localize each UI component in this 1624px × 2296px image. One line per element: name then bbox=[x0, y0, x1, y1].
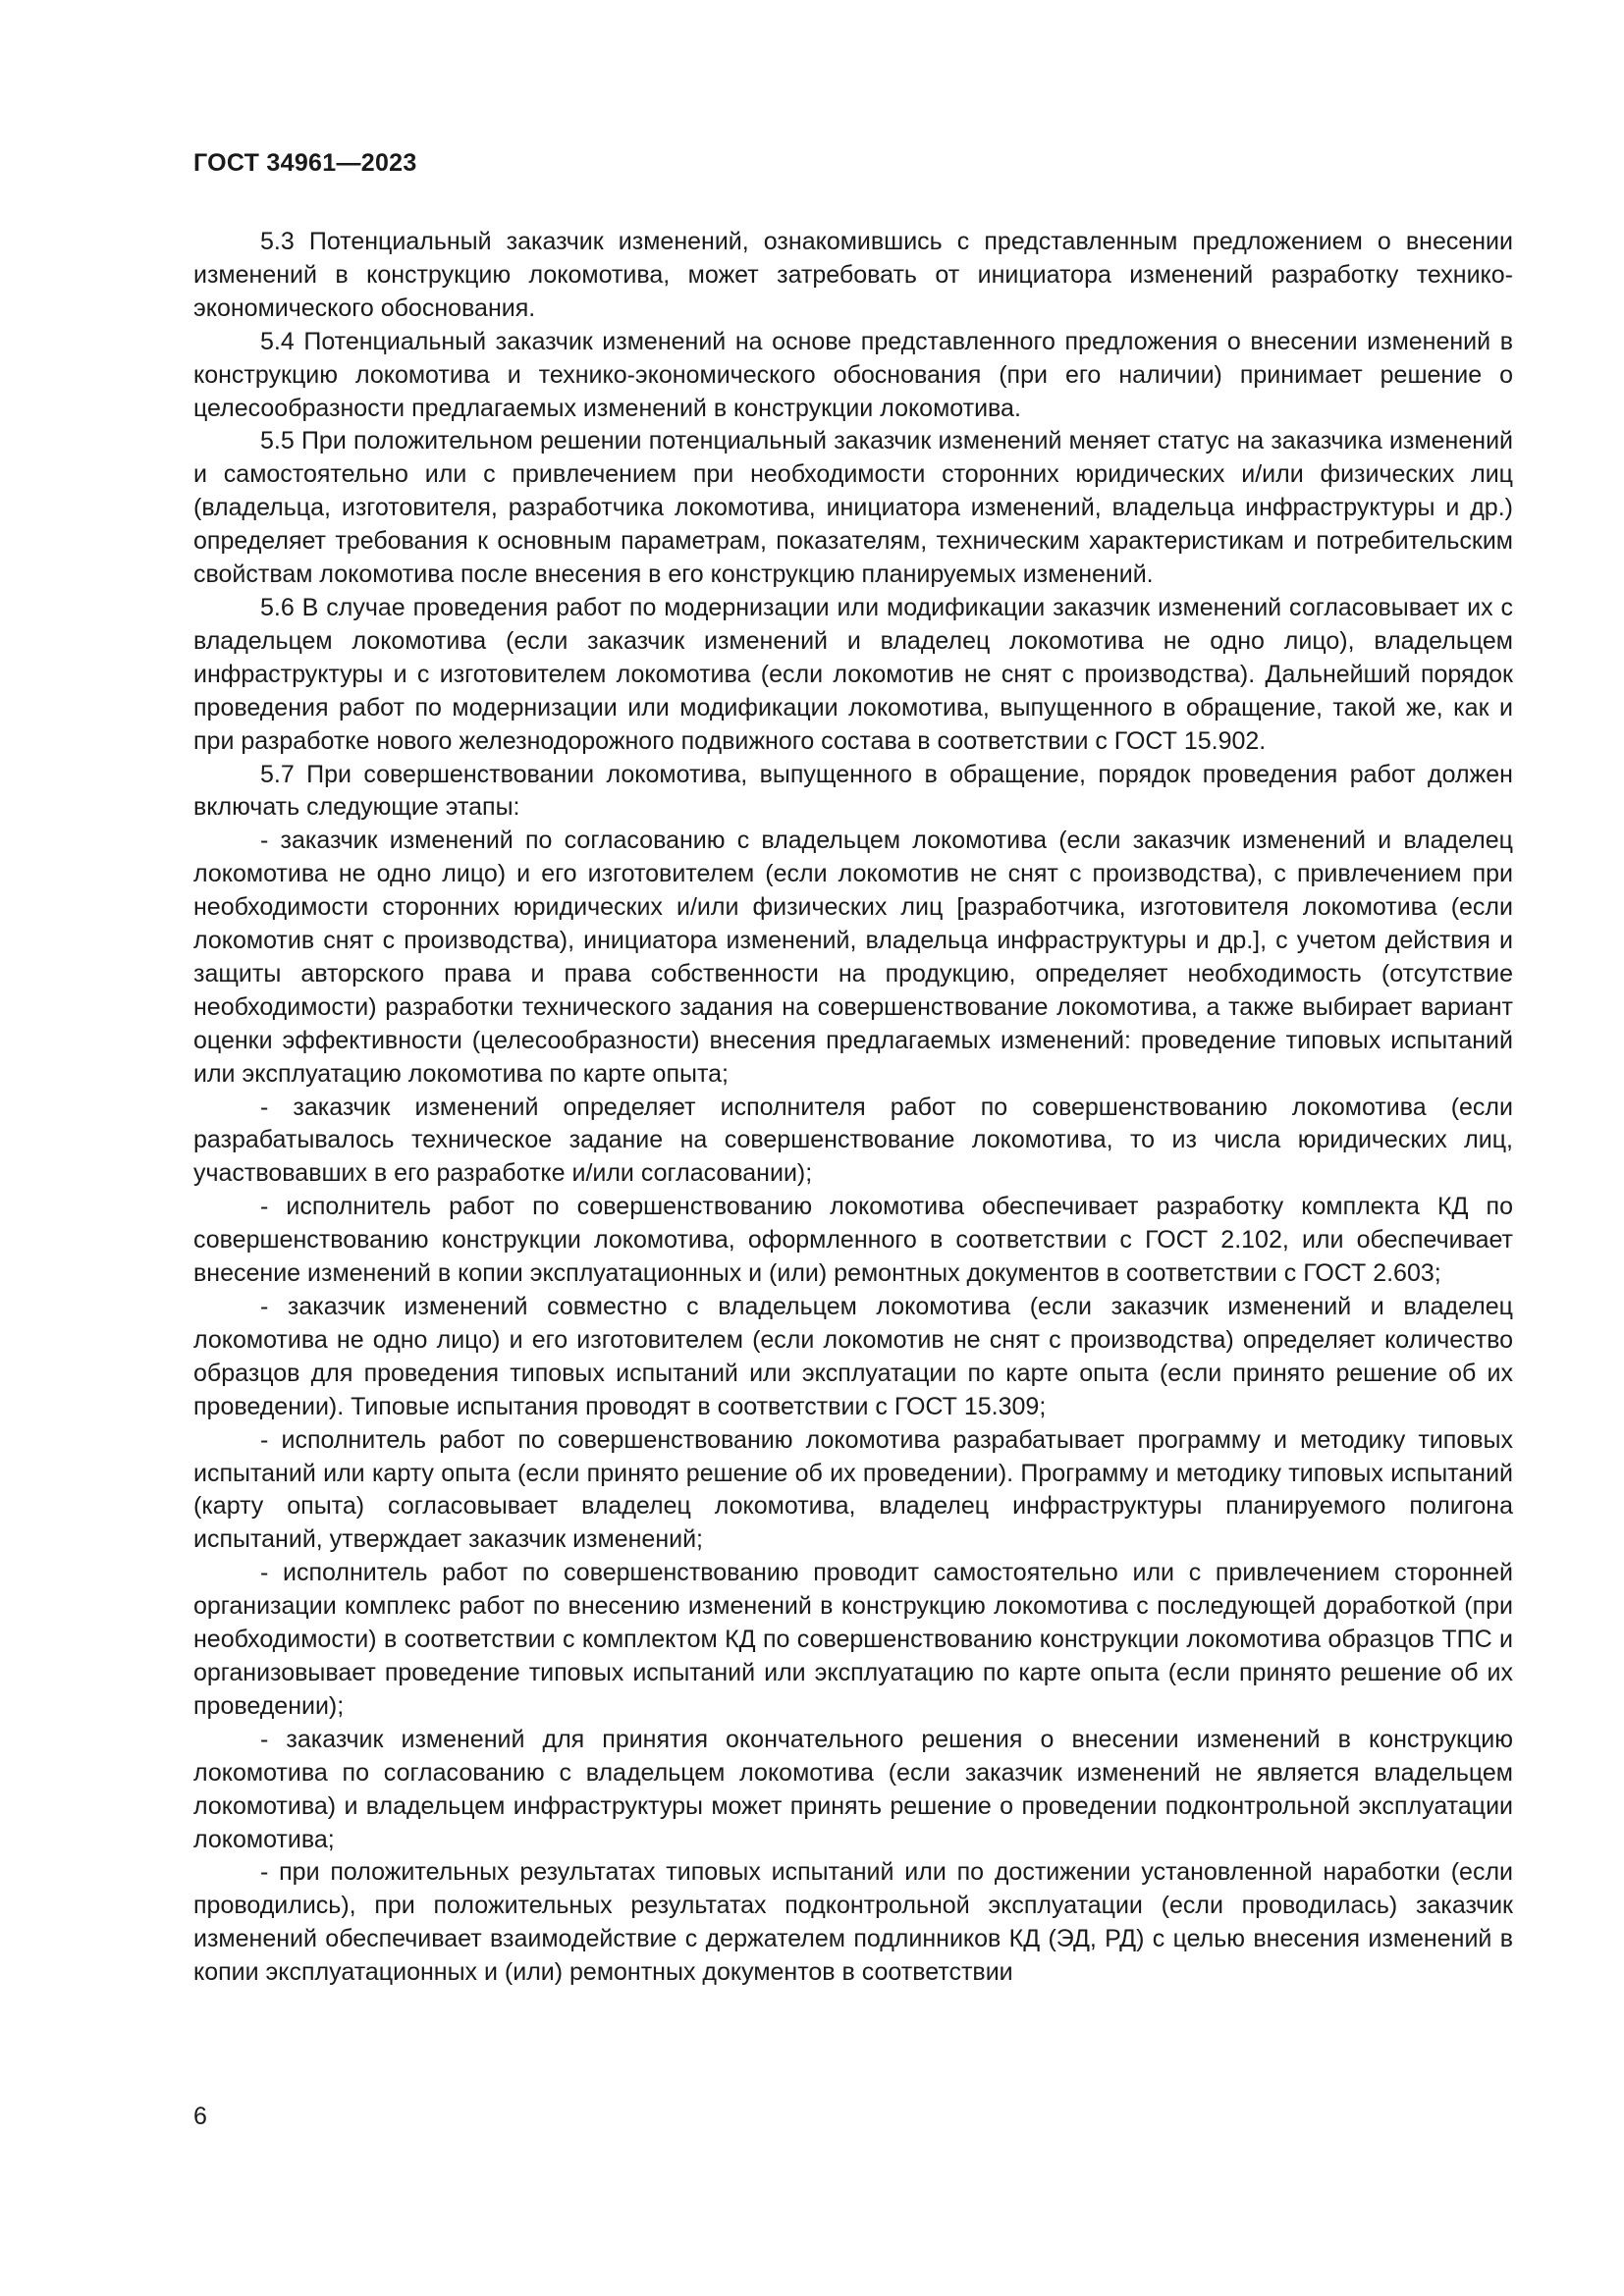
page-number: 6 bbox=[193, 2103, 207, 2130]
list-item: - исполнитель работ по совершенствованию локомотива обеспечивает разработку комплекта КД по совершенствованию конструкции локомотива, оформленного в соответствии с ГОСТ 2.102, или обеспечивает внесение изменений в копии эксплуатационных и (или) ремонтных документов в соответствии с ГОСТ 2.603; bbox=[193, 1193, 1513, 1288]
list-item: - заказчик изменений для принятия окончательного решения о внесении изменений в конструкцию локомотива по согласованию с владельцем локомотива (если заказчик изменений не является владельцем локомотива) и владельцем инфраструктуры может принять решение о проведении подконтрольной эксплуатации локомотива; bbox=[193, 1725, 1513, 1853]
list-item: - исполнитель работ по совершенствованию проводит самостоятельно или с привлечением сторонней организации комплекс работ по внесению изменений в конструкцию локомотива с последующей доработкой (при необходимости) в соответствии с комплектом КД по совершенствованию конструкции локомотива образцов ТПС и организовывает проведение типовых испытаний или эксплуатацию по карте опыта (если принято решение об их проведении); bbox=[193, 1559, 1513, 1720]
paragraph-5-7: 5.7 При совершенствовании локомотива, выпущенного в обращение, порядок проведения работ должен включать следующие этапы: bbox=[193, 760, 1513, 822]
paragraph-5-4: 5.4 Потенциальный заказчик изменений на основе представленного предложения о внесении изменений в конструкцию локомотива и технико-экономического обоснования (при его наличии) принимает решение о целесообразности предлагаемых изменений в конструкции локомотива. bbox=[193, 327, 1513, 422]
paragraph-5-5: 5.5 При положительном решении потенциальный заказчик изменений меняет статус на заказчика изменений и самостоятельно или с привлечением при необходимости сторонних юридических и/или физических лиц (владельца, изготовителя, разработчика локомотива, инициатора изменений, владельца инфраструктуры и др.) определяет требования к основным параметрам, показателям, техническим характеристикам и потребительским свойствам локомотива после внесения в его конструкцию планируемых изменений. bbox=[193, 427, 1513, 589]
list-item: - заказчик изменений определяет исполнителя работ по совершенствованию локомотива (если разрабатывалось техническое задание на совершенствование локомотива, то из числа юридических лиц, участвовавших в его разработке и/или согласовании); bbox=[193, 1093, 1513, 1188]
list-item: - заказчик изменений совместно с владельцем локомотива (если заказчик изменений и владелец локомотива не одно лицо) и его изготовителем (если локомотив не снят с производства) определяет количество образцов для проведения типовых испытаний или эксплуатации по карте опыта (если принято решение об их проведении). Типовые испытания проводят в соответствии с ГОСТ 15.309; bbox=[193, 1293, 1513, 1420]
list-item: - при положительных результатах типовых испытаний или по достижении установленной наработки (если проводились), при положительных результатах подконтрольной эксплуатации (если проводилась) заказчик изменений обеспечивает взаимодействие с держателем подлинников КД (ЭД, РД) с целью внесения изменений в копии эксплуатационных и (или) ремонтных документов в соответствии bbox=[193, 1858, 1513, 1987]
paragraph-5-3: 5.3 Потенциальный заказчик изменений, ознакомившись с представленным предложением о внесении изменений в конструкцию локомотива, может затребовать от инициатора изменений разработку технико-экономического обоснования. bbox=[193, 228, 1513, 322]
document-body bbox=[193, 226, 1513, 1990]
list-item: - заказчик изменений по согласованию с владельцем локомотива (если заказчик изменений и владелец локомотива не одно лицо) и его изготовителем (если локомотив не снят с производства), с привлечением при необходимости сторонних юридических и/или физических лиц [разработчика, изготовителя локомотива (если локомотив снят с производства), инициатора изменений, владельца инфраструктуры и др.], с учетом действия и защиты авторского права и права собственности на продукцию, определяет необходимость (отсутствие необходимости) разработки технического задания на совершенствование локомотива, а также выбирает вариант оценки эффективности (целесообразности) внесения предлагаемых изменений: проведение типовых испытаний или эксплуатацию локомотива по карте опыта; bbox=[193, 827, 1513, 1088]
standard-header: ГОСТ 34961—2023 bbox=[193, 149, 417, 177]
paragraph-5-6: 5.6 В случае проведения работ по модернизации или модификации заказчик изменений согласовывает их с владельцем локомотива (если заказчик изменений и владелец локомотива не одно лицо), владельцем инфраструктуры и с изготовителем локомотива (если локомотив не снят с производства). Дальнейший порядок проведения работ по модернизации или модификации локомотива, выпущенного в обращение, такой же, как и при разработке нового железнодорожного подвижного состава в соответствии с ГОСТ 15.902. bbox=[193, 593, 1513, 755]
list-item: - исполнитель работ по совершенствованию локомотива разрабатывает программу и методику типовых испытаний или карту опыта (если принято решение об их проведении). Программу и методику типовых испытаний (карту опыта) согласовывает владелец локомотива, владелец инфраструктуры планируемого полигона испытаний, утверждает заказчик изменений; bbox=[193, 1425, 1513, 1554]
